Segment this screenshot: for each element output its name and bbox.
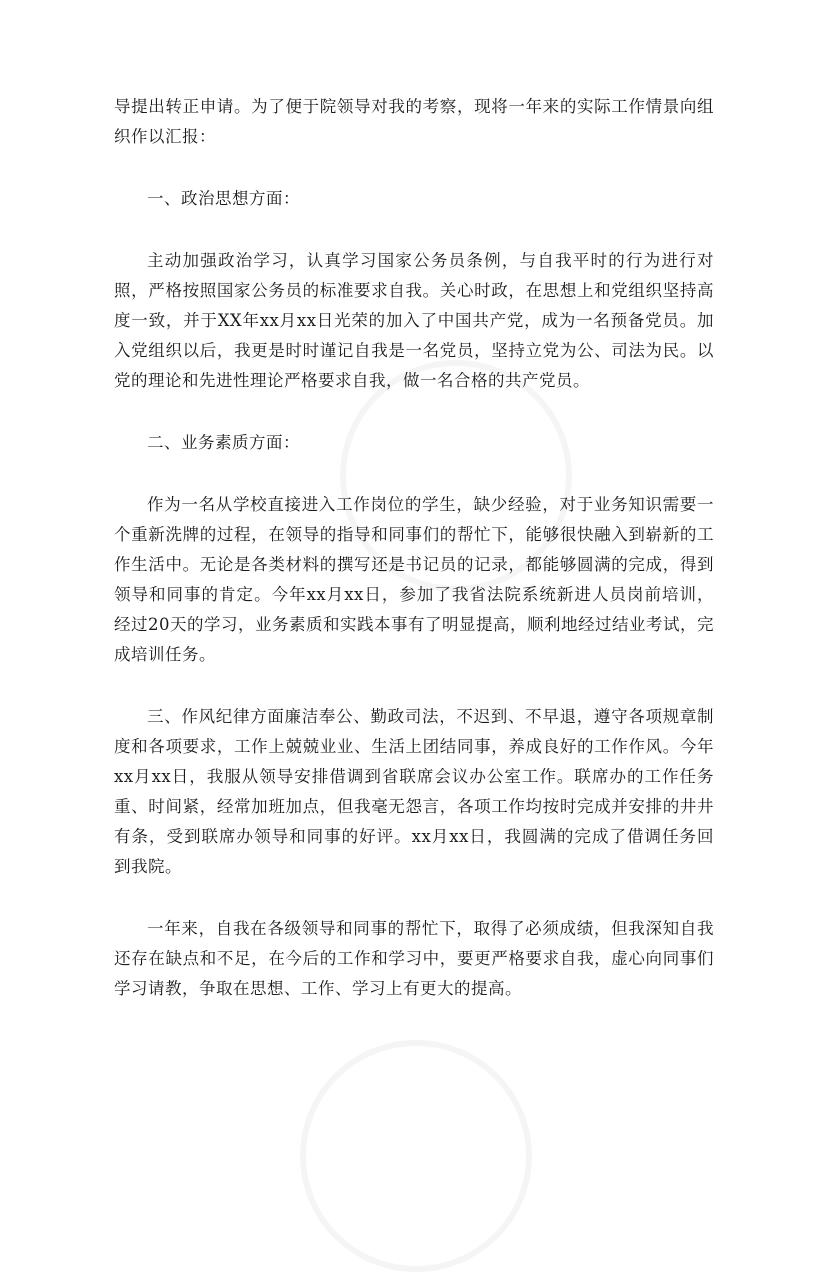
heading-political: 一、政治思想方面： <box>147 189 300 208</box>
paragraph-conclusion: 一年来，自我在各级领导和同事的帮忙下，取得了必须成绩，但我深知自我还存在缺点和不足，在今后的工作和学习中，要更严格要求自我，虚心向同事们学习请教，争取在思想、工作、学习上有更大的提高。 <box>114 919 714 998</box>
paragraph-discipline: 三、作风纪律方面廉洁奉公、勤政司法，不迟到、不早退，遵守各项规章制度和各项要求，工作上兢兢业业、生活上团结同事，养成良好的工作作风。今年xx月xx日，我服从领导安排借调到省联席会议办公室工作。联席办的工作任务重、时间紧，经常加班加点，但我毫无怨言，各项工作均按时完成并安排的井井有条，受到联席办领导和同事的好评。xx月xx日，我圆满的完成了借调任务回到我院。 <box>114 707 714 876</box>
document-body <box>114 92 714 1036</box>
paragraph-professional: 作为一名从学校直接进入工作岗位的学生，缺少经验，对于业务知识需要一个重新洗牌的过程，在领导的指导和同事们的帮忙下，能够很快融入到崭新的工作生活中。无论是各类材料的撰写还是书记员的记录，都能够圆满的完成，得到领导和同事的肯定。今年xx月xx日，参加了我省法院系统新进人员岗前培训，经过20天的学习，业务素质和实践本事有了明显提高，顺利地经过结业考试，完成培训任务。 <box>114 495 714 664</box>
watermark-seal <box>300 1040 532 1272</box>
heading-professional: 二、业务素质方面： <box>147 433 300 452</box>
paragraph-intro: 导提出转正申请。为了便于院领导对我的考察，现将一年来的实际工作情景向组织作以汇报： <box>114 97 714 146</box>
paragraph-political: 主动加强政治学习，认真学习国家公务员条例，与自我平时的行为进行对照，严格按照国家公务员的标准要求自我。关心时政，在思想上和党组织坚持高度一致，并于XX年xx月xx日光荣的加入了中国共产党，成为一名预备党员。加入党组织以后，我更是时时谨记自我是一名党员，坚持立党为公、司法为民。以党的理论和先进性理论严格要求自我，做一名合格的共产党员。 <box>114 251 714 390</box>
